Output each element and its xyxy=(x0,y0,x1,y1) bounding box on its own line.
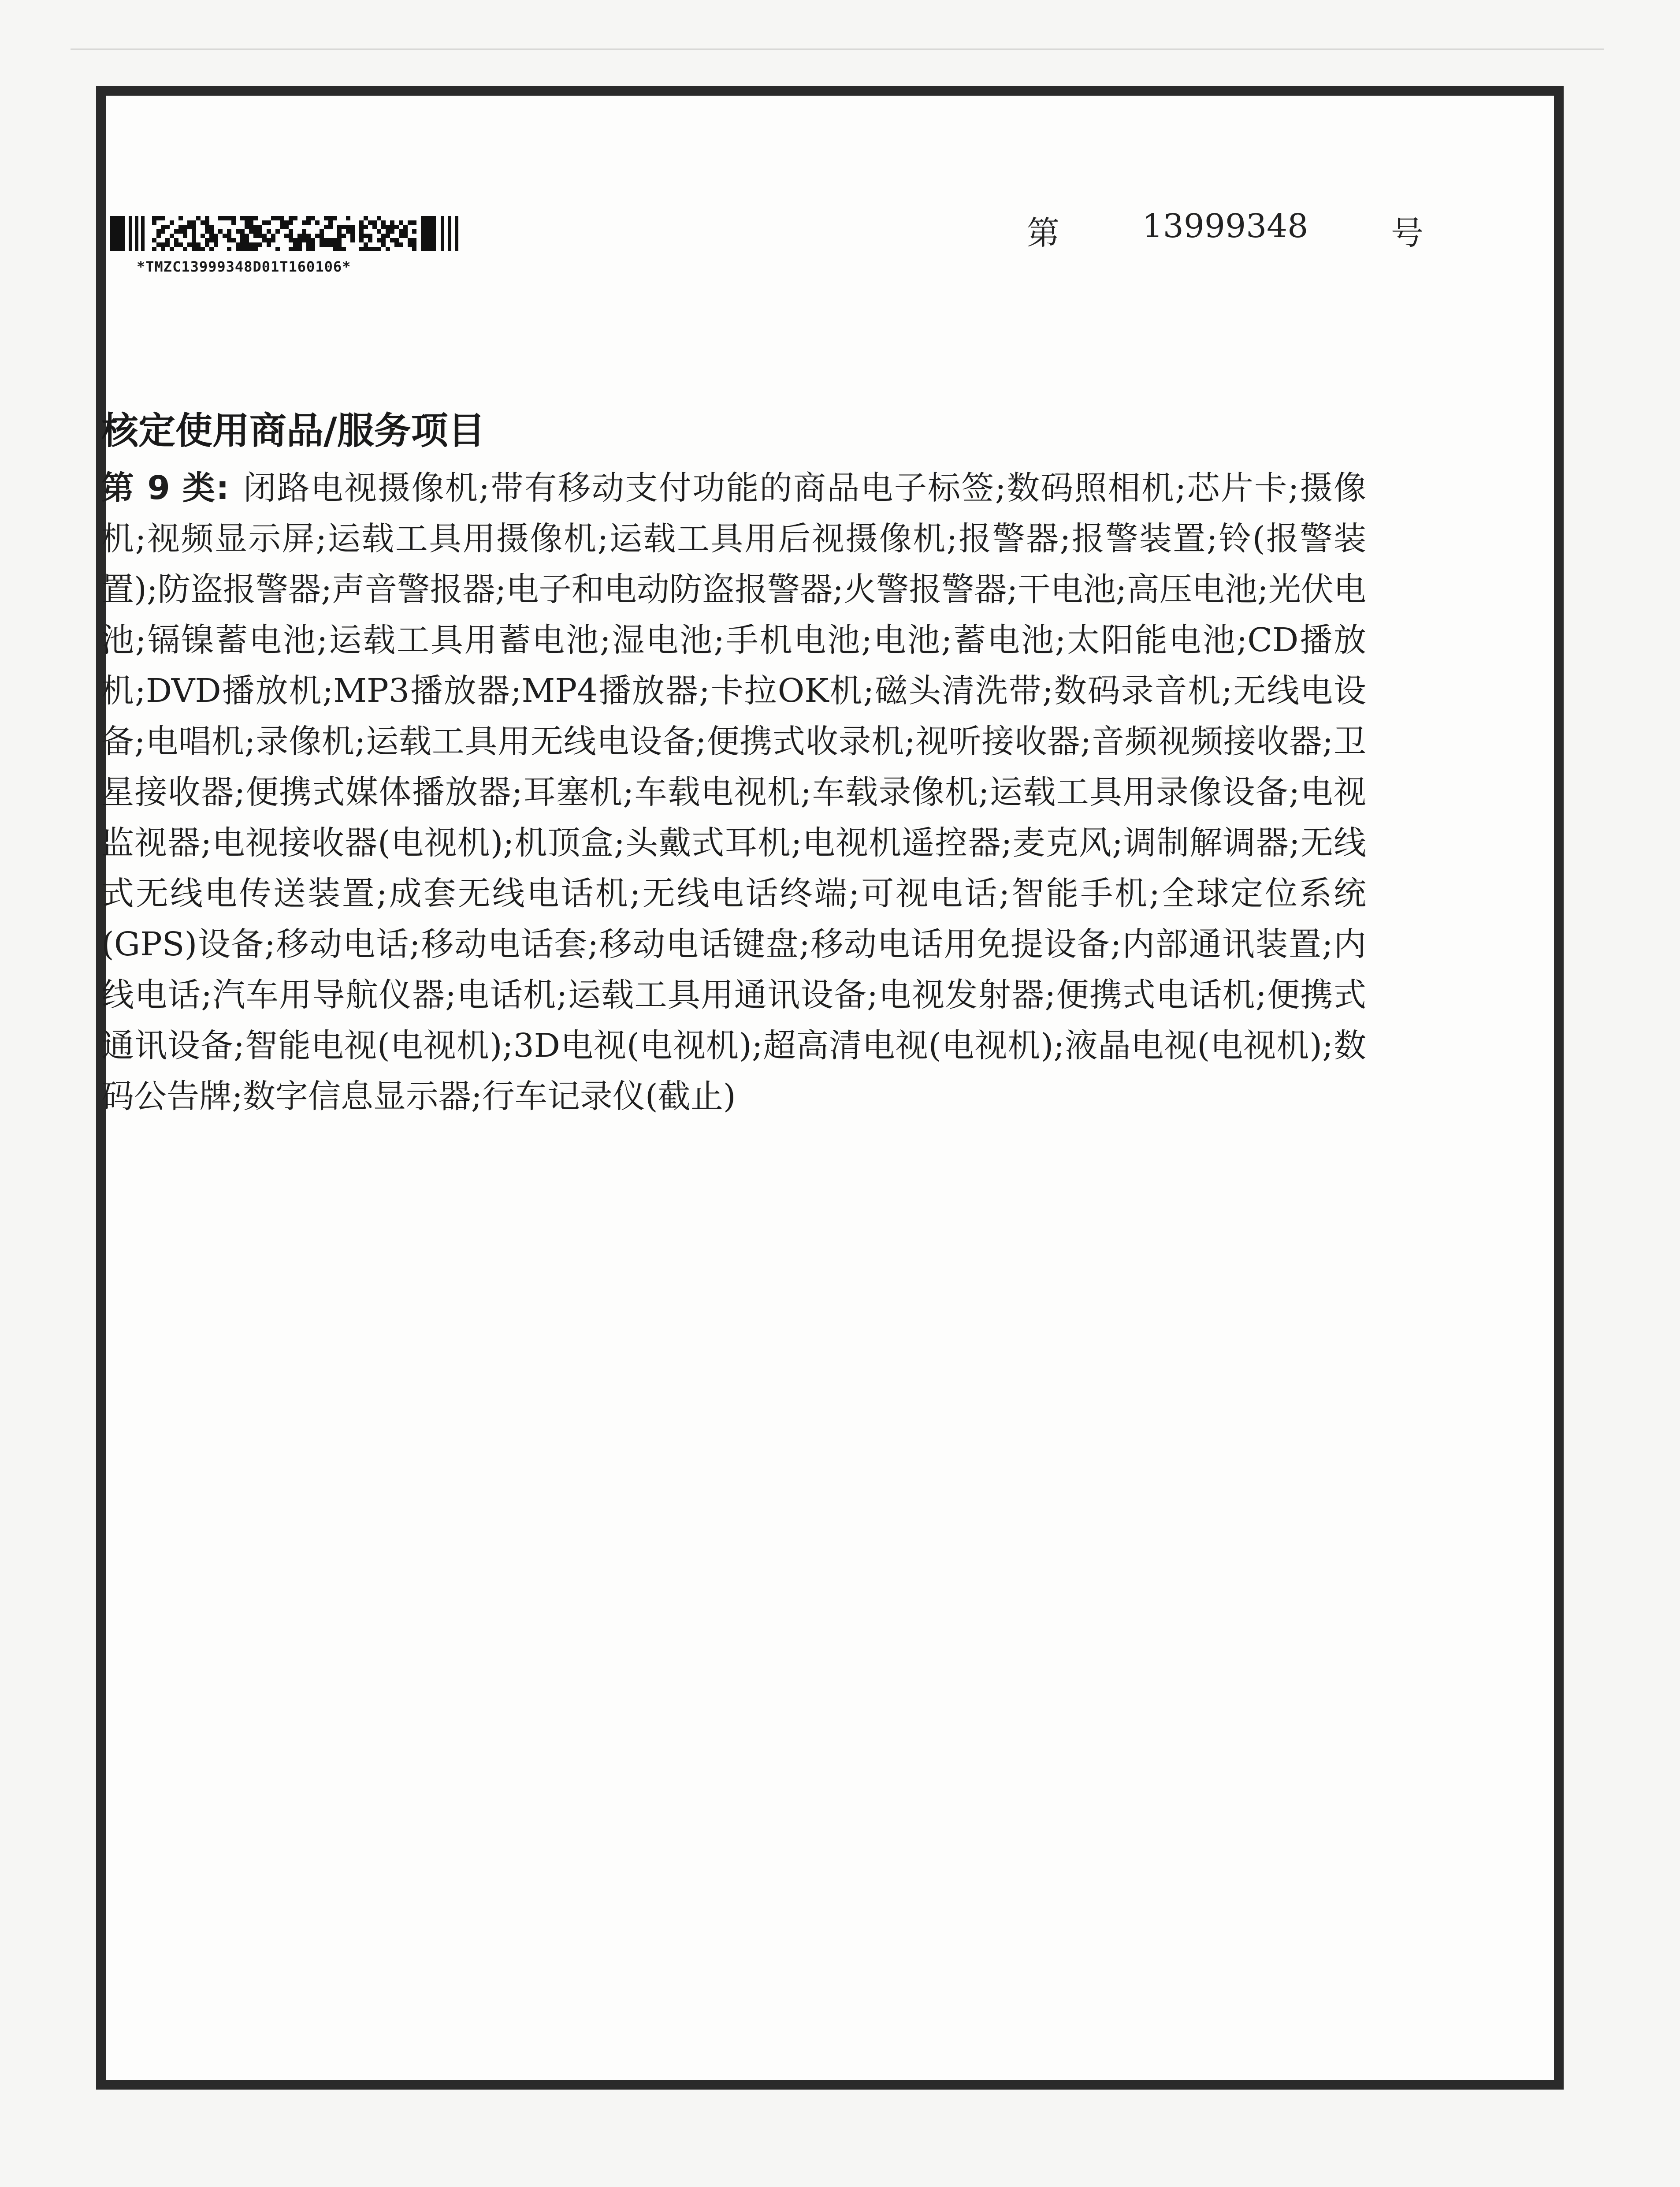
registration-number-line xyxy=(1027,207,1424,254)
class-label: 第 9 类: xyxy=(101,469,229,507)
scan-edge xyxy=(71,48,1604,50)
barcode-text: *TMZC13999348D01T160106* xyxy=(137,258,351,275)
barcode-icon xyxy=(110,207,485,256)
registration-suffix: 号 xyxy=(1391,214,1424,252)
goods-list xyxy=(101,463,1366,1122)
registration-prefix: 第 xyxy=(1027,214,1059,252)
section-title: 核定使用商品/服务项目 xyxy=(101,409,485,452)
registration-number: 13999348 xyxy=(1142,207,1308,245)
goods-items: 闭路电视摄像机;带有移动支付功能的商品电子标签;数码照相机;芯片卡;摄像机;视频显示屏;运载工具用摄像机;运载工具用后视摄像机;报警器;报警装置;铃(报警装置);防盗报警器;声音警报器;电子和电动防盗报警器;火警报警器;干电池;高压电池;光伏电池;镉镍蓄电池;运载工具用蓄电池;湿电池;手机电池;电池;蓄电池;太阳能电池;CD播放机;DVD播放机;MP3播放器;MP4播放器;卡拉OK机;磁头清洗带;数码录音机;无线电设备;电唱机;录像机;运载工具用无线电设备;便携式收录机;视听接收器;音频视频接收器;卫星接收器;便携式媒体播放器;耳塞机;车载电视机;车载录像机;运载工具用录像设备;电视监视器;电视接收器(电视机);机顶盒;头戴式耳机;电视机遥控器;麦克风;调制解调器;无线式无线电传送装置;成套无线电话机;无线电话终端;可视电话;智能手机;全球定位系统(GPS)设备;移动电话;移动电话套;移动电话键盘;移动电话用免提设备;内部通讯装置;内线电话;汽车用导航仪器;电话机;运载工具用通讯设备;电视发射器;便携式电话机;便携式通讯设备;智能电视(电视机);3D电视(电视机);超高清电视(电视机);液晶电视(电视机);数码公告牌;数字信息显示器;行车记录仪(截止) xyxy=(101,469,1366,1115)
barcode xyxy=(110,207,485,275)
